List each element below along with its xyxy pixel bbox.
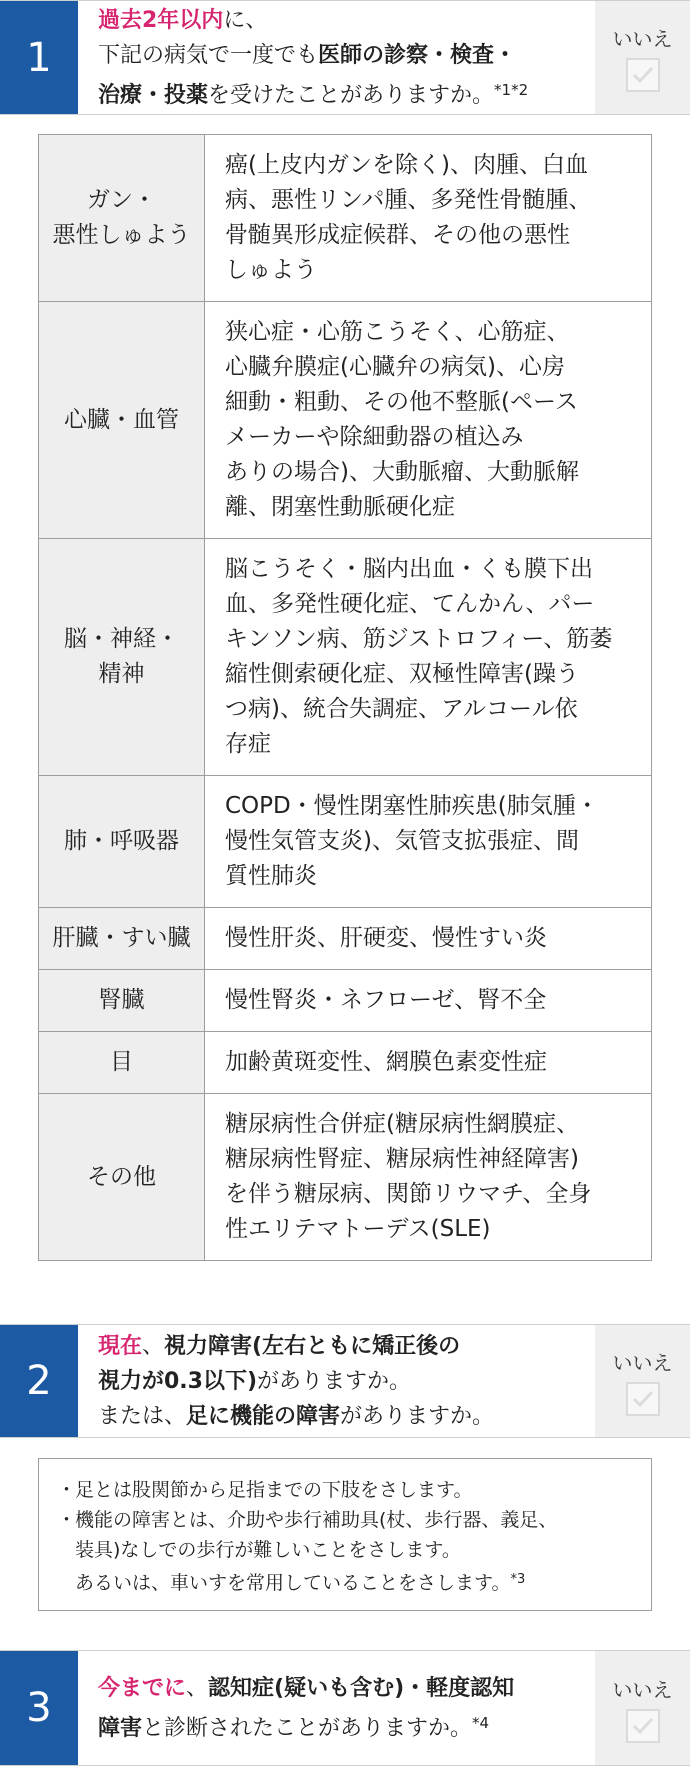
disease-items: 狭心症・心筋こうそく、心筋症、 心臓弁膜症(心臓弁の病気)、心房 細動・粗動、その他不整脈(ペース メーカーや除細動器の植込み ありの場合)、大動脈瘤、大動脈解 離、閉塞性動脈硬化症 — [205, 302, 652, 539]
disease-category: 腎臓 — [39, 970, 205, 1032]
question-number: 3 — [0, 1651, 78, 1765]
disease-category: 心臓・血管 — [39, 302, 205, 539]
answer-no-option[interactable] — [595, 1651, 690, 1765]
note-item: ・ 機能の障害とは、介助や歩行補助具(杖、歩行器、義足、 — [57, 1509, 558, 1531]
answer-label: いいえ — [612, 1677, 673, 1702]
disease-row — [39, 908, 652, 970]
question-3-header — [0, 1650, 690, 1766]
note-item: ・ 足とは股関節から足指までの下肢をさします。 — [57, 1479, 473, 1501]
disease-items: COPD・慢性閉塞性肺疾患(肺気腫・ 慢性気管支炎)、気管支拡張症、間 質性肺炎 — [205, 776, 652, 908]
answer-no-option[interactable] — [595, 1325, 690, 1437]
answer-checkbox[interactable] — [626, 1709, 660, 1743]
question-number: 2 — [0, 1325, 78, 1437]
answer-no-option[interactable] — [595, 1, 690, 114]
checkmark-icon — [630, 62, 656, 88]
disease-items: 糖尿病性合併症(糖尿病性網膜症、 糖尿病性腎症、糖尿病性神経障害) を伴う糖尿病、関節リウマチ、全身 性エリテマトーデス(SLE) — [205, 1094, 652, 1261]
disease-category: その他 — [39, 1094, 205, 1261]
disease-row — [39, 539, 652, 776]
question-3-highlight: 今までに — [98, 1675, 187, 1701]
question-2-note: ・ 足とは股関節から足指までの下肢をさします。 ・ 機能の障害とは、介助や歩行補助具(杖、歩行器、義足、 装具)なしでの歩行が難しいことをさします。 あるいは、車いすを常用していることをさします。$^{*3}$ — [38, 1458, 652, 1611]
footnote-mark: *3 — [510, 1572, 526, 1587]
answer-checkbox[interactable] — [626, 1382, 660, 1416]
disease-table — [38, 134, 652, 1261]
disease-row — [39, 1032, 652, 1094]
question-2-header — [0, 1324, 690, 1438]
answer-label: いいえ — [612, 1350, 673, 1375]
question-2-highlight: 現在 — [98, 1333, 143, 1359]
disease-row — [39, 135, 652, 302]
answer-label: いいえ — [612, 27, 673, 51]
question-3-text: 今までに、認知症(疑いも含む)・軽度認知 障害と診断されたことがありますか。$^{*4}$ — [98, 1675, 515, 1741]
disease-category: 目 — [39, 1032, 205, 1094]
disease-row — [39, 302, 652, 539]
disease-category: 肝臓・すい臓 — [39, 908, 205, 970]
disease-items: 癌(上皮内ガンを除く)、肉腫、白血 病、悪性リンパ腫、多発性骨髄腫、 骨髄異形成症候群、その他の悪性 しゅよう — [205, 135, 652, 302]
disease-category: ガン・ 悪性しゅよう — [39, 135, 205, 302]
question-1-text: 過去2年以内に、 下記の病気で一度でも医師の診察・検査・ 治療・投薬を受けたことがありますか。$^{*1*2}$ — [98, 7, 529, 108]
disease-items: 慢性腎炎・ネフローゼ、腎不全 — [205, 970, 652, 1032]
disease-items: 慢性肝炎、肝硬変、慢性すい炎 — [205, 908, 652, 970]
question-1-highlight: 過去2年以内 — [98, 7, 224, 33]
answer-checkbox[interactable] — [626, 58, 660, 92]
footnote-mark: *1*2 — [494, 80, 529, 99]
disease-row — [39, 970, 652, 1032]
disease-items: 脳こうそく・脳内出血・くも膜下出 血、多発性硬化症、てんかん、パー キンソン病、筋ジストロフィー、筋萎 縮性側索硬化症、双極性障害(躁う つ病)、統合失調症、アルコール依 存症 — [205, 539, 652, 776]
footnote-mark: *4 — [472, 1713, 490, 1732]
disease-row — [39, 1094, 652, 1261]
checkmark-icon — [630, 1713, 656, 1739]
question-1-header — [0, 0, 690, 115]
disease-category: 脳・神経・ 精神 — [39, 539, 205, 776]
checkmark-icon — [630, 1386, 656, 1412]
question-number: 1 — [0, 1, 78, 114]
disease-row — [39, 776, 652, 908]
disease-category: 肺・呼吸器 — [39, 776, 205, 908]
disease-items: 加齢黄斑変性、網膜色素変性症 — [205, 1032, 652, 1094]
question-2-text: 現在、視力障害(左右ともに矯正後の 視力が0.3以下)がありますか。 または、足に機能の障害がありますか。 — [98, 1333, 495, 1429]
